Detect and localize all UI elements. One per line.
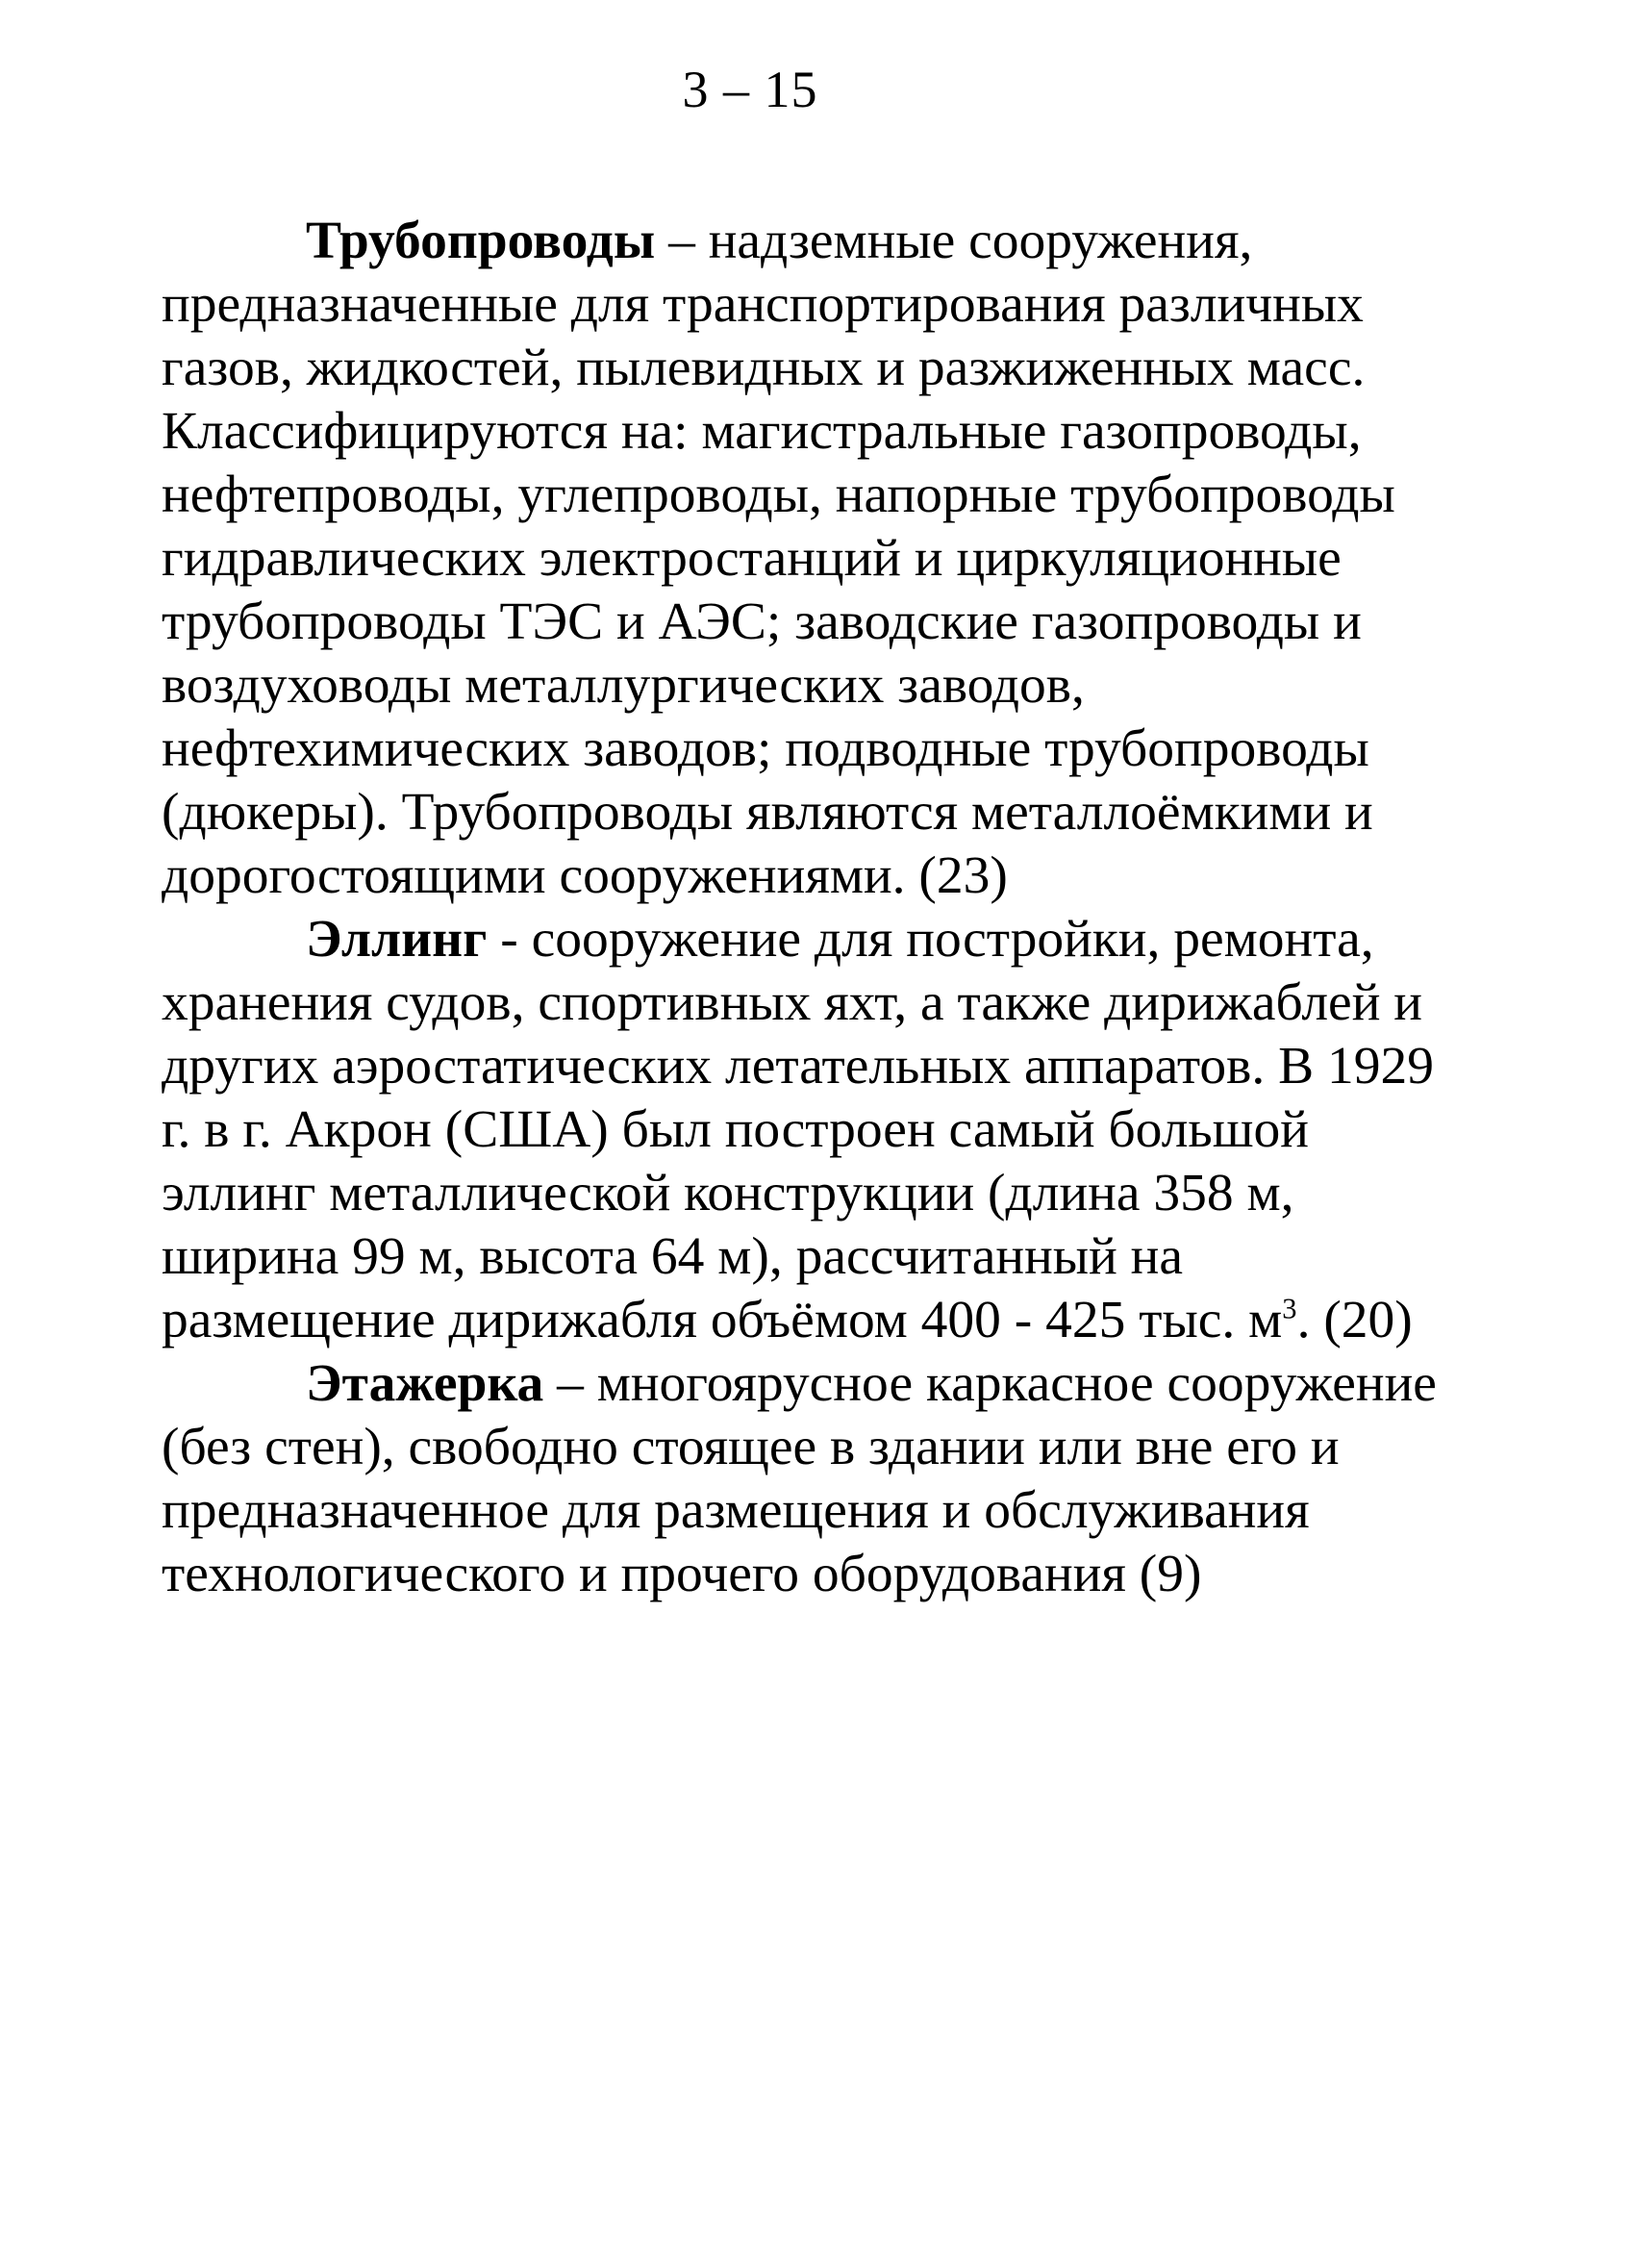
- entry-line: предназначенные для транспортирования различных: [162, 275, 1364, 334]
- entry-line: предназначенное для размещения и обслуживания: [162, 1481, 1310, 1540]
- entry-line: нефтехимических заводов; подводные трубопроводы: [162, 719, 1369, 778]
- entry-first-line: [162, 210, 1508, 273]
- entry-text: - сооружение для постройки, ремонта,: [487, 910, 1374, 969]
- entry-term: Этажерка: [306, 1354, 544, 1413]
- entry-line: газов, жидкостей, пылевидных и разжиженных масс.: [162, 339, 1366, 397]
- entry-line: Классифицируются на: магистральные газопроводы,: [162, 402, 1362, 461]
- entry-line: нефтепроводы, углепроводы, напорные трубопроводы: [162, 466, 1395, 524]
- entry-line: воздуховоды металлургических заводов,: [162, 656, 1085, 715]
- entry-text: . (20): [1296, 1291, 1413, 1349]
- entry-line: хранения судов, спортивных яхт, а также дирижаблей и: [162, 973, 1422, 1032]
- entry-line: трубопроводы ТЭС и АЭС; заводские газопроводы и: [162, 592, 1362, 651]
- entry-line: гидравлических электростанций и циркуляционные: [162, 529, 1342, 588]
- superscript: 3: [1282, 1292, 1297, 1325]
- entry-first-line: [162, 908, 1508, 971]
- document-body: [162, 210, 1508, 1606]
- definition-entry: [162, 210, 1508, 908]
- entry-line: ширина 99 м, высота 64 м), рассчитанный на: [162, 1227, 1183, 1286]
- entry-text: – многоярусное каркасное сооружение: [543, 1354, 1437, 1413]
- entry-line: [162, 1289, 1508, 1352]
- entry-first-line: [162, 1352, 1508, 1416]
- page-number: 3 – 15: [682, 61, 818, 118]
- entry-term: Эллинг: [306, 910, 488, 969]
- entry-line: технологического и прочего оборудования (9): [162, 1545, 1202, 1603]
- entry-line: эллинг металлической конструкции (длина 358 м,: [162, 1164, 1294, 1222]
- definition-entry: [162, 908, 1508, 1352]
- definition-entry: [162, 1352, 1508, 1606]
- entry-line: дорогостоящими сооружениями. (23): [162, 846, 1008, 905]
- entry-line: г. в г. Акрон (США) был построен самый большой: [162, 1100, 1309, 1159]
- entry-line: (без стен), свободно стоящее в здании или вне его и: [162, 1418, 1340, 1476]
- entry-text: – надземные сооружения,: [655, 212, 1253, 270]
- entry-line: других аэростатических летательных аппаратов. В 1929: [162, 1037, 1434, 1096]
- entry-line: (дюкеры). Трубопроводы являются металлоёмкими и: [162, 783, 1373, 842]
- entry-text: размещение дирижабля объёмом 400 - 425 тыс. м: [162, 1291, 1283, 1349]
- entry-term: Трубопроводы: [306, 212, 656, 270]
